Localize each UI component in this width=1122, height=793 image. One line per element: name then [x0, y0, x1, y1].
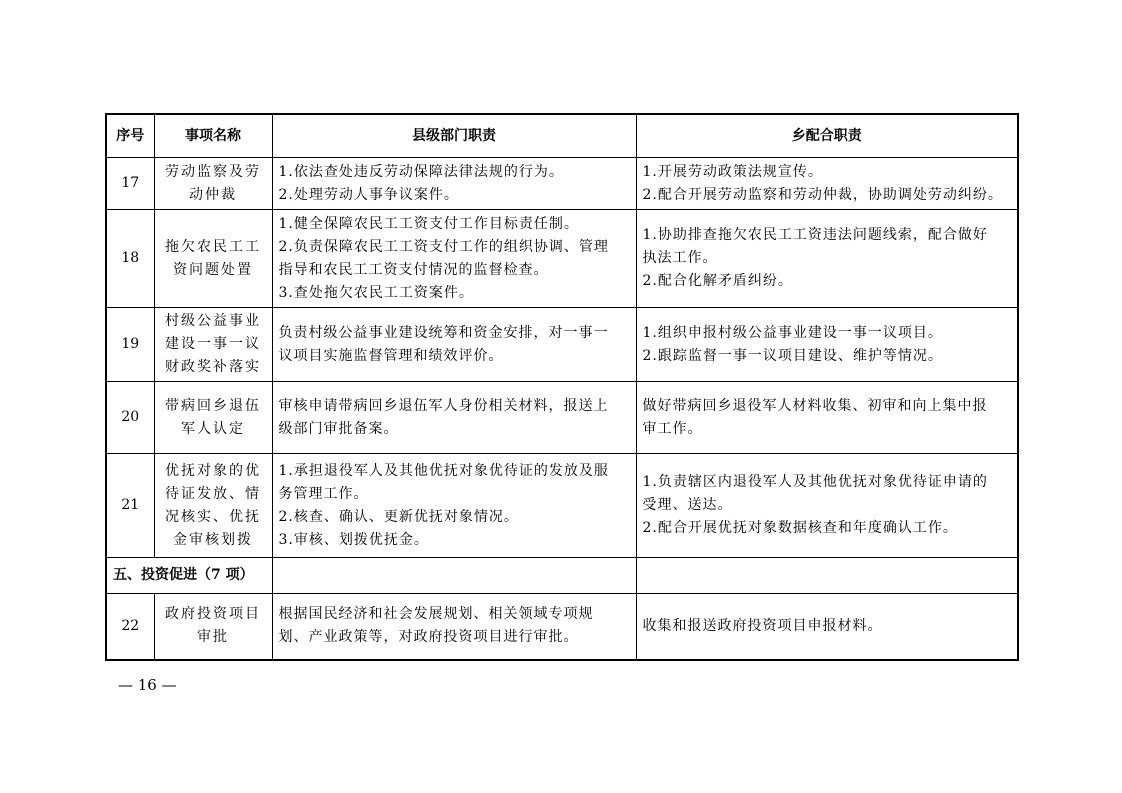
table-row	[106, 454, 1018, 558]
row-no: 17	[106, 158, 154, 210]
row-town-duty: 1.负责辖区内退役军人及其他优抚对象优待证申请的 受理、送达。 2.配合开展优抚对象数据核查和年度确认工作。	[636, 454, 1018, 558]
table-row	[106, 382, 1018, 454]
row-name: 拖欠农民工工 资问题处置	[154, 210, 272, 308]
header-name: 事项名称	[154, 114, 272, 158]
row-county-duty: 1.承担退役军人及其他优抚对象优待证的发放及服 务管理工作。 2.核查、确认、更新优抚对象情况。 3.审核、划拨优抚金。	[272, 454, 636, 558]
row-town-duty: 1.协助排查拖欠农民工工资违法问题线索，配合做好 执法工作。 2.配合化解矛盾纠纷。	[636, 210, 1018, 308]
row-town-duty: 1.开展劳动政策法规宣传。 2.配合开展劳动监察和劳动仲裁，协助调处劳动纠纷。	[636, 158, 1018, 210]
table-row	[106, 210, 1018, 308]
section-row	[106, 558, 1018, 594]
row-name: 优抚对象的优 待证发放、情 况核实、优抚 金审核划拨	[154, 454, 272, 558]
row-county-duty: 审核申请带病回乡退伍军人身份相关材料，报送上 级部门审批备案。	[272, 382, 636, 454]
row-no: 22	[106, 594, 154, 660]
table-row	[106, 158, 1018, 210]
section-title: 五、投资促进（7 项）	[106, 558, 272, 594]
header-town: 乡配合职责	[636, 114, 1018, 158]
row-town-duty: 做好带病回乡退役军人材料收集、初审和向上集中报 审工作。	[636, 382, 1018, 454]
header-row	[106, 114, 1018, 158]
section-empty-cell	[272, 558, 636, 594]
row-no: 19	[106, 308, 154, 382]
row-county-duty: 1.依法查处违反劳动保障法律法规的行为。 2.处理劳动人事争议案件。	[272, 158, 636, 210]
row-no: 18	[106, 210, 154, 308]
row-name: 劳动监察及劳 动仲裁	[154, 158, 272, 210]
row-county-duty: 1.健全保障农民工工资支付工作目标责任制。 2.负责保障农民工工资支付工作的组织协调、管理 指导和农民工工资支付情况的监督检查。 3.查处拖欠农民工工资案件。	[272, 210, 636, 308]
row-town-duty: 1.组织申报村级公益事业建设一事一议项目。 2.跟踪监督一事一议项目建设、维护等情况。	[636, 308, 1018, 382]
section-empty-cell	[636, 558, 1018, 594]
table-row	[106, 308, 1018, 382]
row-county-duty: 负责村级公益事业建设统筹和资金安排，对一事一 议项目实施监督管理和绩效评价。	[272, 308, 636, 382]
page-number: — 16 —	[118, 676, 177, 694]
header-no: 序号	[106, 114, 154, 158]
header-county: 县级部门职责	[272, 114, 636, 158]
row-no: 21	[106, 454, 154, 558]
row-name: 带病回乡退伍 军人认定	[154, 382, 272, 454]
row-town-duty: 收集和报送政府投资项目申报材料。	[636, 594, 1018, 660]
table-row	[106, 594, 1018, 660]
duty-table	[105, 113, 1019, 661]
row-name: 村级公益事业 建设一事一议 财政奖补落实	[154, 308, 272, 382]
row-name: 政府投资项目 审批	[154, 594, 272, 660]
row-no: 20	[106, 382, 154, 454]
row-county-duty: 根据国民经济和社会发展规划、相关领域专项规 划、产业政策等，对政府投资项目进行审批。	[272, 594, 636, 660]
